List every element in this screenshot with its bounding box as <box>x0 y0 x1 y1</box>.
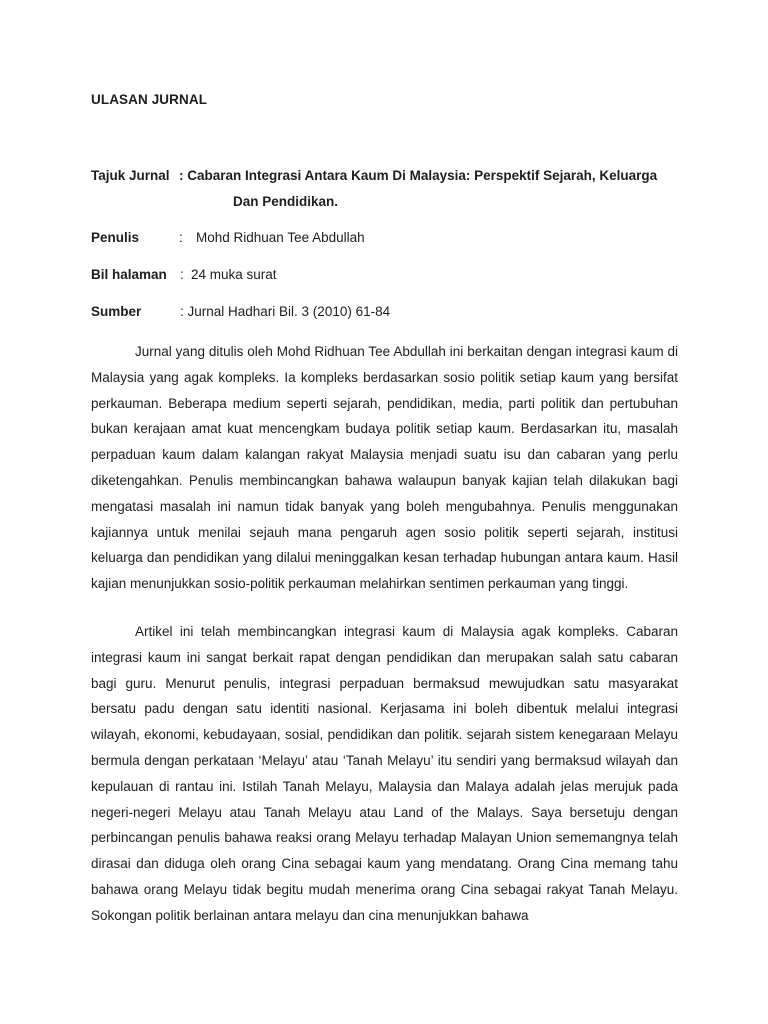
document-heading: ULASAN JURNAL <box>91 92 208 107</box>
title-label: Tajuk Jurnal <box>91 168 170 183</box>
title-separator: : <box>179 168 184 183</box>
author-value: Mohd Ridhuan Tee Abdullah <box>196 230 365 245</box>
pages-separator: : <box>180 267 184 282</box>
title-value <box>179 163 679 215</box>
title-line-2: Dan Pendidikan. <box>233 194 339 209</box>
pages-value: 24 muka surat <box>191 267 277 282</box>
author-separator: : <box>179 230 183 245</box>
source-value: : Jurnal Hadhari Bil. 3 (2010) 61-84 <box>180 304 391 319</box>
body-paragraph-1: Jurnal yang ditulis oleh Mohd Ridhuan Tee Abdullah ini berkaitan dengan integrasi kaum di Malaysia yang agak kompleks. Ia kompleks berdasarkan sosio politik setiap kaum yang bersifat perkauman. Beberapa medium seperti sejarah, pendidikan, media, parti politik dan pertubuhan bukan kerajaan amat kuat mencengkam budaya politik setiap kaum. Berdasarkan itu, masalah perpaduan kaum dalam kalangan rakyat Malaysia menjadi suatu isu dan cabaran yang perlu diketengahkan. Penulis membincangkan bahawa walaupun banyak kajian telah dilakukan bagi mengatasi masalah ini namun tidak banyak yang boleh mengubahnya. Penulis menggunakan kajiannya untuk menilai sejauh mana pengaruh agen sosio politik seperti sejarah, institusi keluarga dan pendidikan yang dilalui meninggalkan kesan terhadap hubungan antara kaum. Hasil kajian menunjukkan sosio-politik perkauman melahirkan sentimen perkauman yang tinggi. <box>91 344 678 592</box>
title-line-1: Cabaran Integrasi Antara Kaum Di Malaysia: Perspektif Sejarah, Keluarga <box>187 168 658 183</box>
body-paragraph-2: Artikel ini telah membincangkan integrasi kaum di Malaysia agak kompleks. Cabaran integrasi kaum ini sangat berkait rapat dengan pendidikan dan merupakan salah satu cabaran bagi guru. Menurut penulis, integrasi perpaduan bermaksud mewujudkan satu masyarakat bersatu padu dengan satu identiti nasional. Kerjasama ini boleh dibentuk melalui integrasi wilayah, ekonomi, kebudayaan, sosial, pendidikan dan politik. sejarah sistem kenegaraan Melayu bermula dengan perkataan ‘Melayu’ atau ‘Tanah Melayu’ itu sendiri yang bermaksud wilayah dan kepulauan di rantau ini. Istilah Tanah Melayu, Malaysia dan Malaya adalah jelas merujuk pada negeri-negeri Melayu atau Tanah Melayu atau Land of the Malays. Saya bersetuju dengan perbincangan penulis bahawa reaksi orang Melayu terhadap Malayan Union sememangnya telah dirasai dan diduga oleh orang Cina sebagai kaum yang mendatang. Orang Cina memang tahu bahawa orang Melayu tidak begitu mudah menerima orang Cina sebagai rakyat Tanah Melayu. Sokongan politik berlainan antara melayu dan cina menunjukkan bahawa <box>91 624 678 923</box>
source-label: Sumber <box>91 304 142 319</box>
pages-label: Bil halaman <box>91 267 167 282</box>
author-label: Penulis <box>91 230 140 245</box>
